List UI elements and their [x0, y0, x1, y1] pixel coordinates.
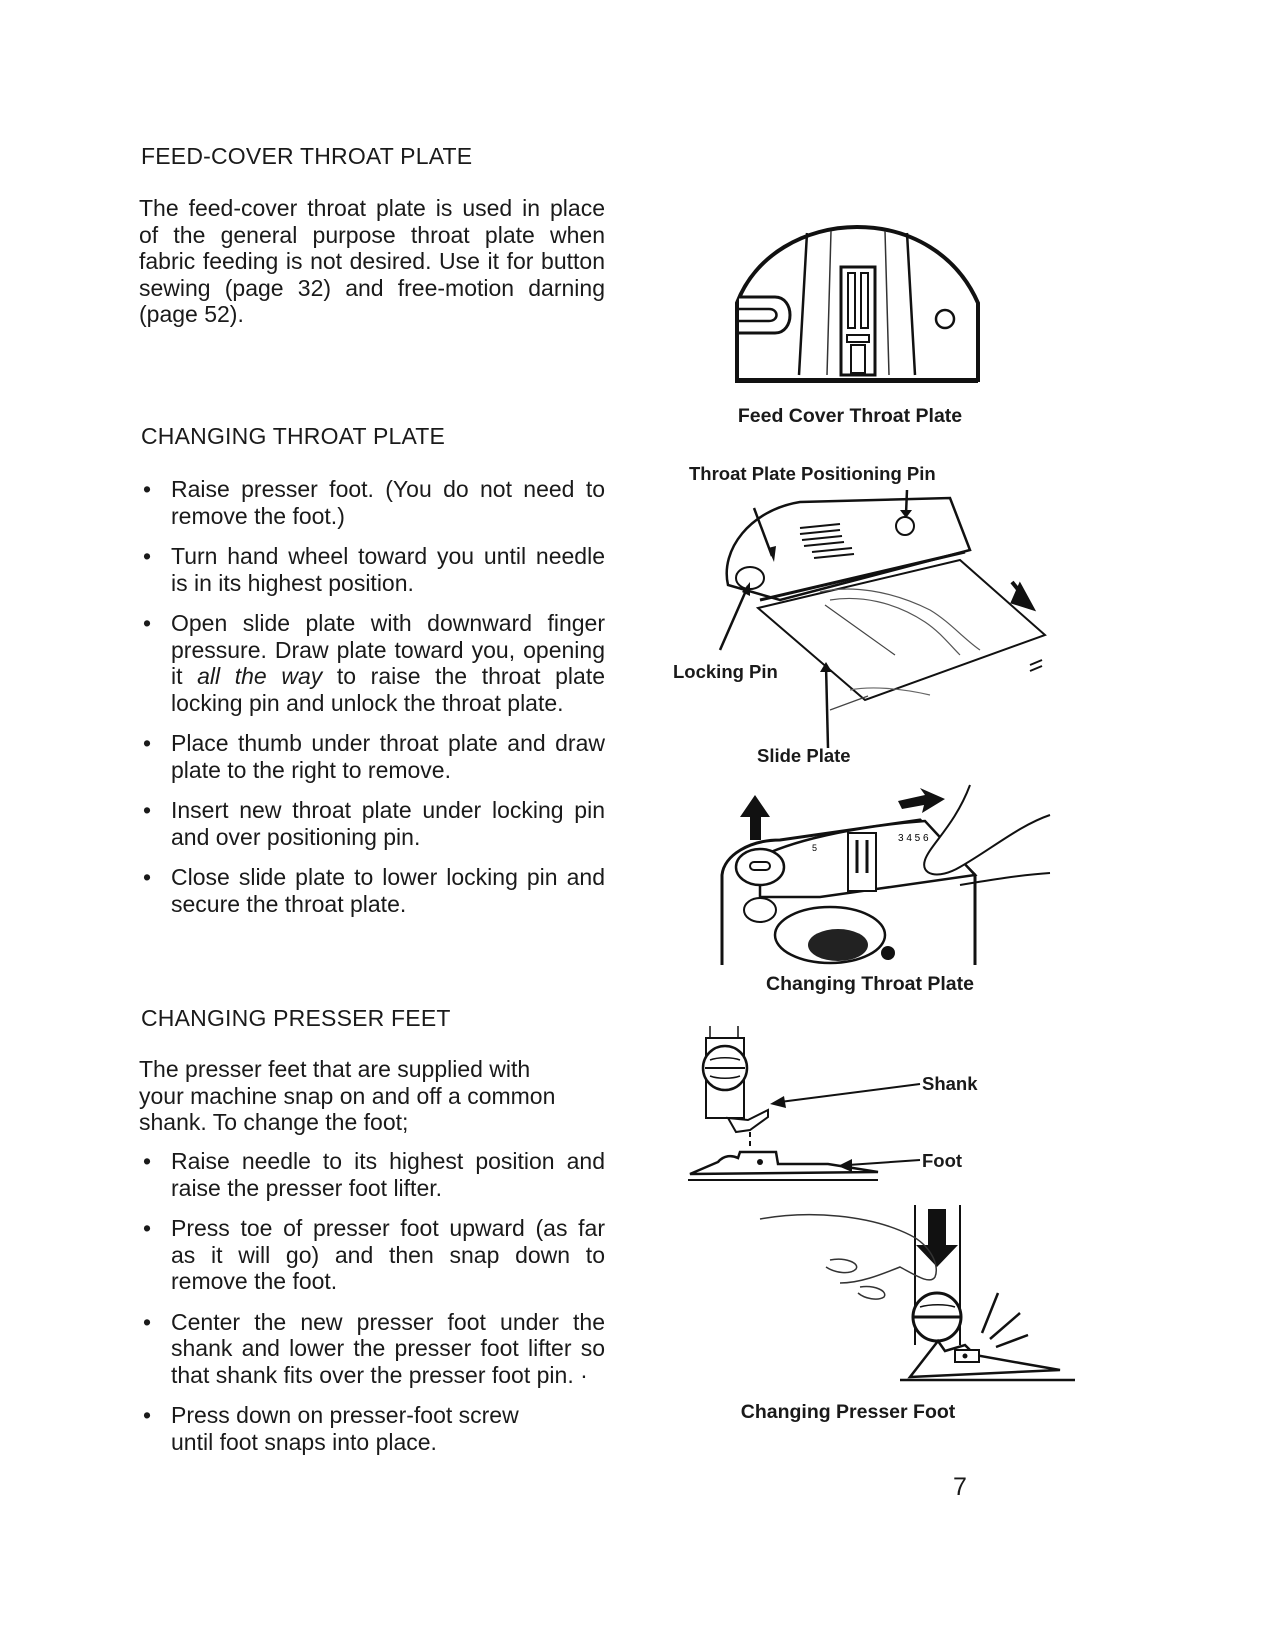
section-heading-changing-throat-plate: CHANGING THROAT PLATE	[141, 423, 446, 449]
list-item: • Turn hand wheel toward you until needle is in its highest position.	[143, 543, 605, 596]
slide-plate-illustration	[680, 490, 1060, 730]
list-item: • Open slide plate with downward finger pressure. Draw plate toward you, opening it all the way to raise the throat plate locking pin and unlock the throat plate.	[143, 610, 606, 716]
list-item: • Press down on presser-foot screw until foot snaps into place.	[143, 1402, 519, 1455]
list-item: • Press toe of presser foot upward (as far as it will go) and then snap down to remove the foot.	[143, 1215, 605, 1294]
list-item: • Place thumb under throat plate and draw plate to the right to remove.	[143, 730, 605, 783]
list-item: • Close slide plate to lower locking pin and secure the throat plate.	[143, 864, 605, 917]
feed-cover-paragraph: The feed-cover throat plate is used in place of the general purpose throat plate when fabric feeding is not desired. Use it for button sewing (page 32) and free-motion darning (page 52).	[139, 195, 605, 327]
changing-presser-foot-caption: Changing Presser Foot	[740, 1401, 956, 1423]
slide-plate-label: Slide Plate	[757, 745, 851, 766]
presser-feet-intro: The presser feet that are supplied with your machine snap on and off a common shank. To change the foot;	[139, 1056, 556, 1135]
shank-foot-illustration	[688, 1022, 928, 1187]
plate-mark-5: 5	[812, 843, 818, 853]
locking-pin-label: Locking Pin	[673, 661, 778, 682]
list-item: • Raise presser foot. (You do not need to remove the foot.)	[143, 476, 605, 529]
list-item: • Raise needle to its highest position and raise the presser foot lifter.	[143, 1148, 605, 1201]
throat-plate-removal-illustration	[720, 785, 1055, 970]
throat-plate-steps	[139, 476, 605, 917]
list-item: • Insert new throat plate under locking pin and over positioning pin.	[143, 797, 605, 850]
feed-cover-throat-plate-illustration	[735, 225, 980, 385]
foot-label: Foot	[922, 1150, 963, 1171]
page-number: 7	[953, 1473, 967, 1501]
changing-throat-plate-caption: Changing Throat Plate	[765, 973, 974, 995]
presser-feet-steps	[139, 1148, 605, 1455]
feed-cover-caption: Feed Cover Throat Plate	[737, 405, 963, 427]
section-heading-feed-cover: FEED-COVER THROAT PLATE	[141, 143, 473, 169]
plate-scale: 3 4 5 6	[898, 833, 929, 844]
list-item: • Center the new presser foot under the shank and lower the presser foot lifter so that shank fits over the presser foot pin. ·	[143, 1308, 605, 1388]
section-heading-changing-presser-feet: CHANGING PRESSER FEET	[141, 1005, 451, 1031]
press-presser-foot-illustration	[760, 1205, 1080, 1390]
positioning-pin-label: Throat Plate Positioning Pin	[689, 463, 936, 484]
shank-label: Shank	[922, 1073, 978, 1094]
